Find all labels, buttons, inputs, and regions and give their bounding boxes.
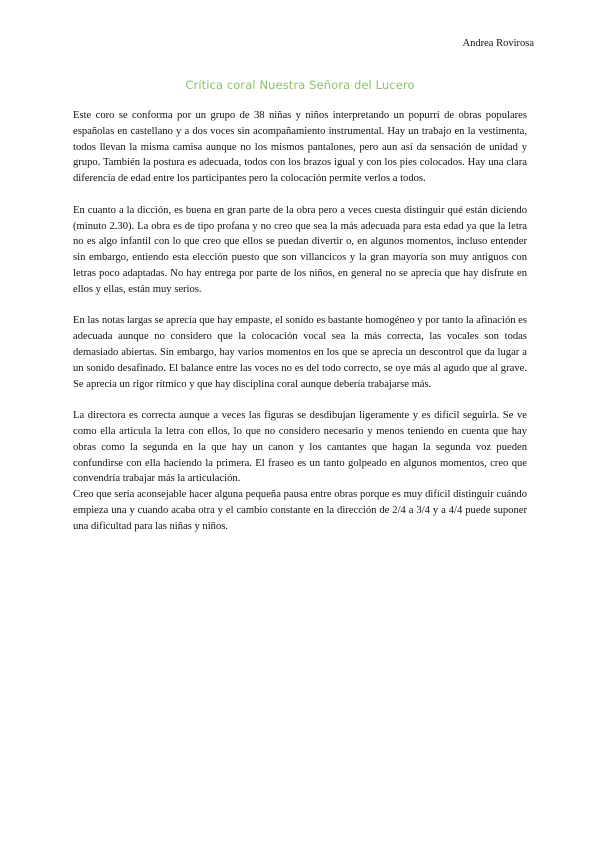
paragraph-diction: En cuanto a la dicción, es buena en gran parte de la obra pero a veces cuesta distinguir qué están diciendo (minuto 2.30). La obra es de tipo profana y no creo que sea la más adecuada para esta edad ya que la letra no es algo infantil con lo que creo que ellos se puedan divertir o, en algunos momentos, incluso entender sin embargo, entiendo esta elección puesto que son villancicos y la gran mayoría son muy antiguos con letras poco adaptadas. No hay entrega por parte de los niños, en general no se aprecia que hay disfrute en ellos y ellas, están muy serios. xyxy=(73,204,527,295)
paragraph-presentation: Este coro se conforma por un grupo de 38 niñas y niños interpretando un popurrí de obras populares españolas en castellano y a dos voces sin acompañamiento instrumental. Hay un trabajo en la vestimenta, todos llevan la misma camisa aunque no los mismos pantalones, pero aun así da sensación de unidad y grupo. También la postura es adecuada, todos con los brazos igual y con los pies colocados. Hay una clara diferencia de edad entre los participantes pero la colocación permite verlos a todos. xyxy=(73,110,527,185)
document-body xyxy=(73,108,527,550)
author-name: Andrea Rovirosa xyxy=(462,38,534,49)
paragraph-conductor: La directora es correcta aunque a veces las figuras se desdibujan ligeramente y es difícil seguirla. Se ve como ella articula la letra con ellos, lo que no considero necesario y menos teniendo en cuenta que hay obras como la segunda en la que hay un canon y los cantantes que hagan la segunda voz pueden confundirse con ella haciendo la primera. El fraseo es un tanto golpeado en algunos momentos, creo que convendría trabajar más la articulación. xyxy=(73,410,527,485)
paragraph-recommendation: Creo que sería aconsejable hacer alguna pequeña pausa entre obras porque es muy difícil distinguir cuándo empieza una y cuando acaba otra y el cambio constante en la dirección de 2/4 a 3/4 y a 4/4 puede suponer una dificultad para las niñas y niños. xyxy=(73,489,527,532)
document-title: Crítica coral Nuestra Señora del Lucero xyxy=(185,78,415,92)
paragraph-tuning: En las notas largas se aprecia que hay empaste, el sonido es bastante homogéneo y por tanto la afinación es adecuada aunque no considero que la colocación vocal sea la más correcta, las vocales son todas demasiado abiertas. Sin embargo, hay varios momentos en los que se aprecia un descontrol que da lugar a un sonido desafinado. El balance entre las voces no es del todo correcto, se oye más al agudo que al grave. Se aprecia un rigor rítmico y que hay disciplina coral aunque debería trabajarse más. xyxy=(73,315,528,390)
